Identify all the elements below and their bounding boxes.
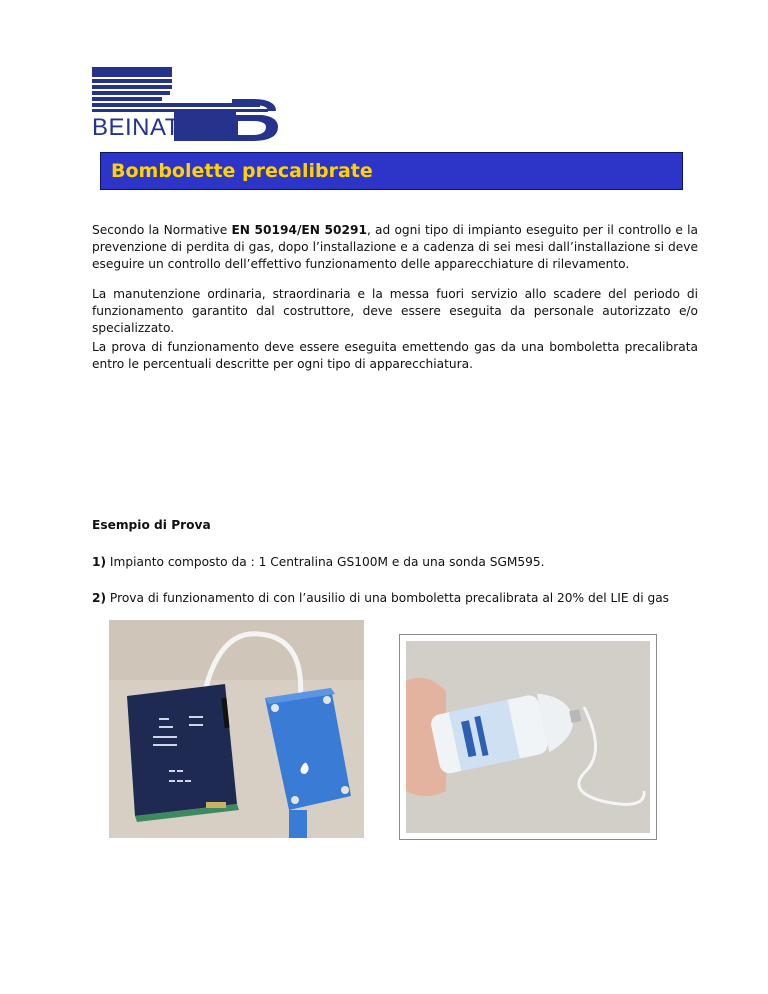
page-title: Bombolette precalibrate (111, 160, 373, 182)
paragraph-norm-start: Secondo la Normative (92, 223, 232, 237)
logo-text: BEINAT (92, 114, 180, 141)
item-text: Impianto composto da : 1 Centralina GS100M e da una sonda SGM595. (106, 555, 545, 569)
paragraph-maintenance: La manutenzione ordinaria, straordinaria e la messa fuori servizio allo scadere del periodo di funzionamento garantito dal costruttore, deve essere eseguita da personale autorizzato e/o specializzato. (92, 287, 698, 335)
example-heading: Esempio di Prova (92, 518, 211, 532)
item-number: 2) (92, 591, 107, 605)
item-text: Prova di funzionamento di con l’ausilio di una bomboletta precalibrata al 20% del LIE di gas (106, 591, 670, 605)
item-number: 1) (92, 555, 107, 569)
control-unit-photo (109, 620, 364, 838)
title-banner (100, 152, 683, 190)
norm-reference: EN 50194/EN 50291 (231, 223, 367, 237)
gas-bottle-photo (399, 634, 657, 840)
paragraph-norm-end: , ad ogni tipo di impianto eseguito per il controllo e la prevenzione di perdita di gas, dopo l’installazione e a cadenza di sei mesi dall’installazione si deve eseguire un controllo dell’effettivo funzionamento delle apparecchiature di rilevamento. (92, 223, 698, 271)
paragraph-norm (92, 222, 698, 273)
example-item-2 (92, 591, 669, 605)
example-item-1 (92, 555, 545, 569)
paragraph-test: La prova di funzionamento deve essere eseguita emettendo gas da una bomboletta precalibrata entro le percentuali descritte per ogni tipo di apparecchiatura. (92, 340, 698, 371)
